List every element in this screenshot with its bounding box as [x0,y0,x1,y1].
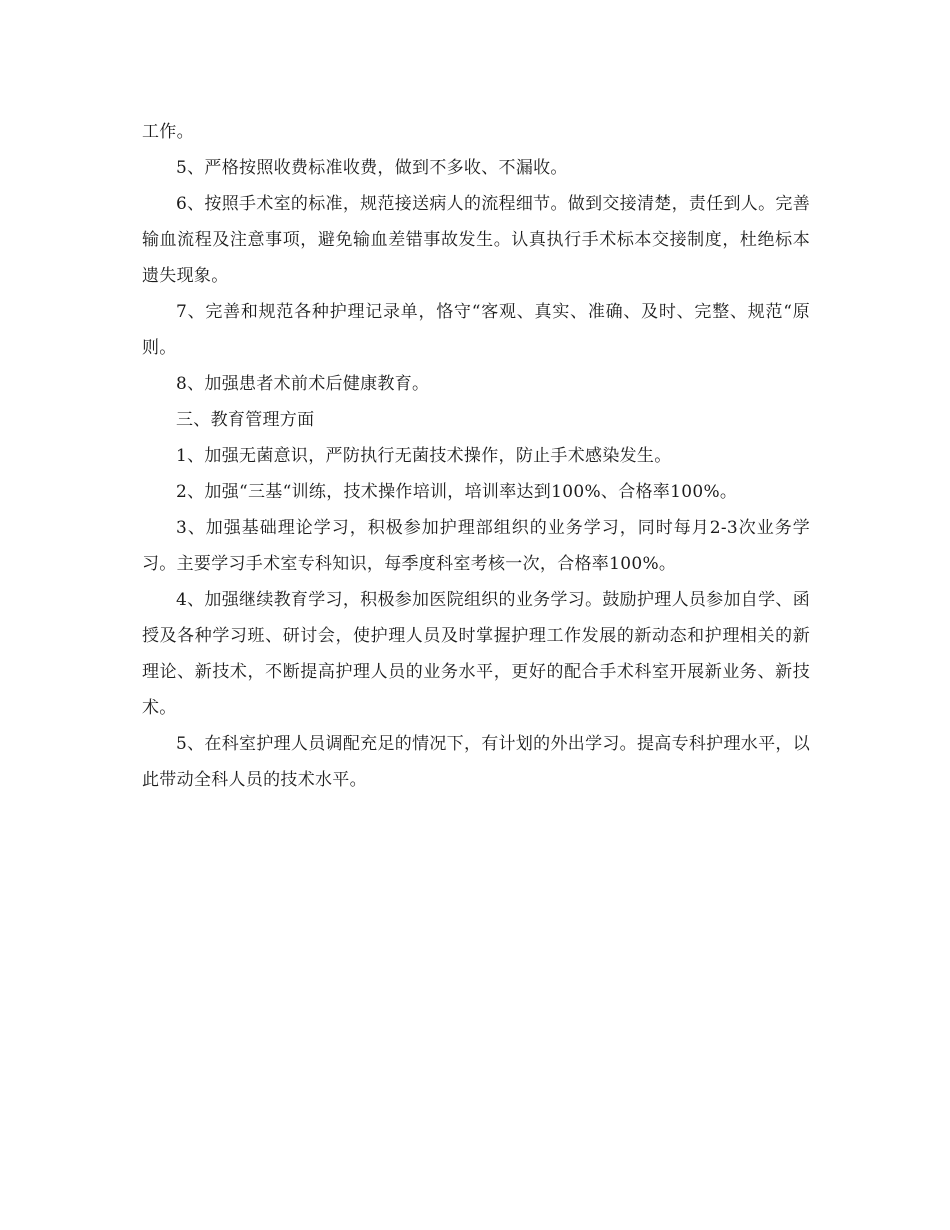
paragraph-item-2-training: 2、加强“三基“训练，技术操作培训，培训率达到100%、合格率100%。 [176,482,738,502]
paragraph-item-1-aseptic: 1、加强无菌意识，严防执行无菌技术操作，防止手术感染发生。 [176,446,672,466]
paragraph-item-6-transfer: 6、按照手术室的标准，规范接送病人的流程细节。做到交接清楚，责任到人。完善输血流程及注意事项，避免输血差错事故发生。认真执行手术标本交接制度，杜绝标本遗失现象。 [142,194,810,286]
paragraph-item-5-fees: 5、严格按照收费标准收费，做到不多收、不漏收。 [176,158,568,178]
paragraph-item-5-external-study: 5、在科室护理人员调配充足的情况下，有计划的外出学习。提高专科护理水平，以此带动全科人员的技术水平。 [142,734,810,790]
paragraph-item-7-records: 7、完善和规范各种护理记录单，恪守“客观、真实、准确、及时、完整、规范“原则。 [142,302,810,358]
paragraph-item-8-education: 8、加强患者术前术后健康教育。 [176,374,430,394]
paragraph-item-3-theory: 3、加强基础理论学习，积极参加护理部组织的业务学习，同时每月2-3次业务学习。主要学习手术室专科知识，每季度科室考核一次，合格率100%。 [142,518,810,574]
paragraph-item-4-continuing-education: 4、加强继续教育学习，积极参加医院组织的业务学习。鼓励护理人员参加自学、函授及各种学习班、研讨会，使护理人员及时掌握护理工作发展的新动态和护理相关的新理论、新技术，不断提高护理人员的业务水平，更好的配合手术科室开展新业务、新技术。 [142,590,810,718]
paragraph-continuation: 工作。 [142,122,194,142]
section-heading-education-management: 三、教育管理方面 [176,410,315,430]
